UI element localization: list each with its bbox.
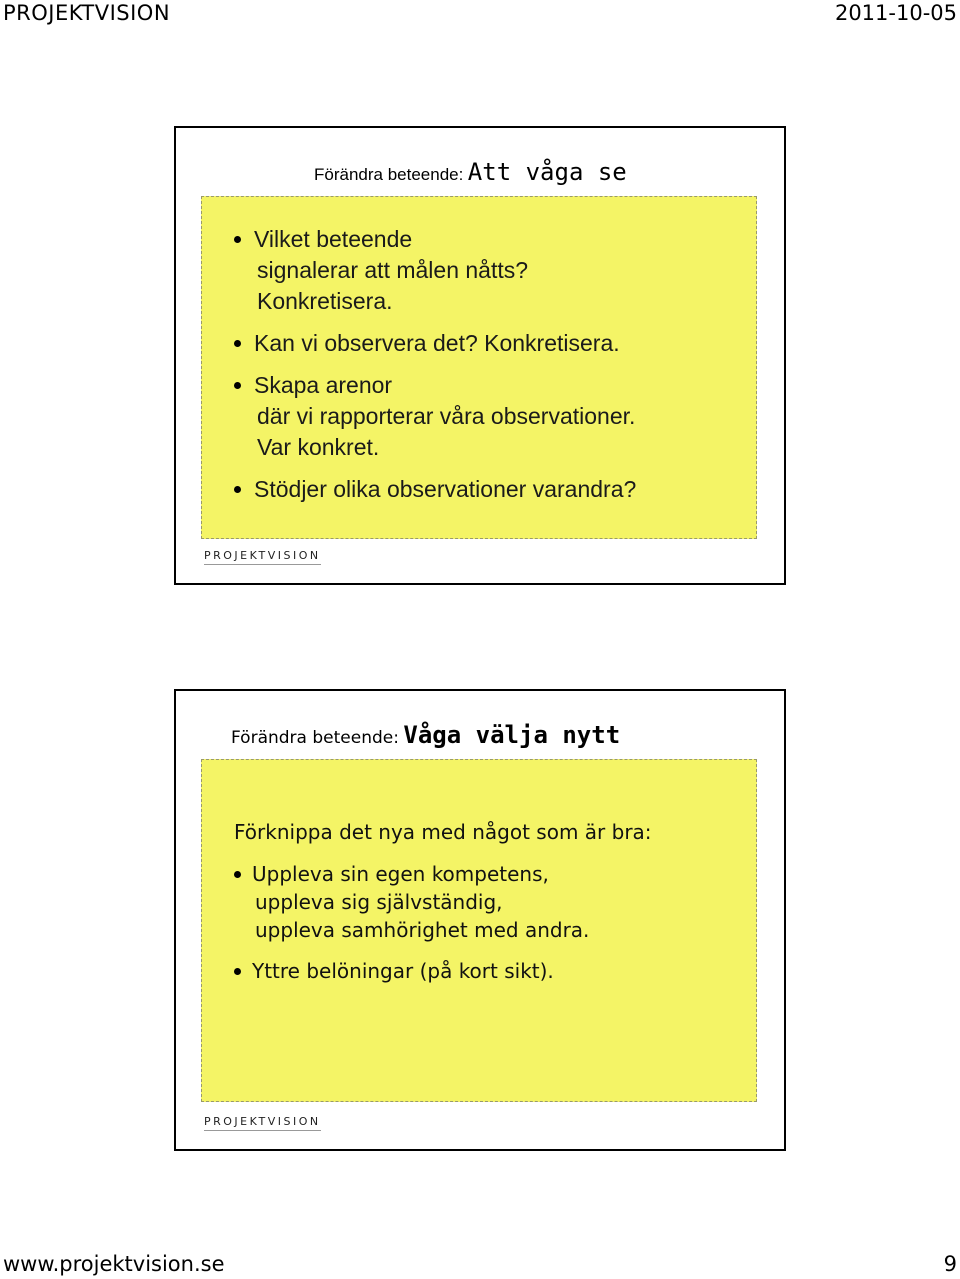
content-box	[201, 759, 757, 1102]
bullet-text: Skapa arenor	[254, 372, 393, 398]
bullet-text: Var konkret.	[257, 434, 380, 460]
slide-title	[314, 158, 627, 186]
page-header-date: 2011-10-05	[834, 1, 957, 25]
bullet-icon	[234, 340, 241, 347]
content-box	[201, 196, 757, 539]
bullet-item	[234, 370, 746, 463]
bullet-text: Vilket beteende	[254, 226, 413, 252]
bullet-text: Kan vi observera det? Konkretisera.	[254, 330, 620, 356]
bullet-text: uppleva samhörighet med andra.	[255, 918, 590, 942]
bullet-icon	[234, 968, 241, 975]
bullet-text: Yttre belöningar (på kort sikt).	[252, 959, 554, 983]
lead-text: Förknippa det nya med något som är bra:	[234, 820, 652, 844]
bullet-icon	[234, 236, 241, 243]
slide-title	[231, 721, 620, 749]
slide-title-main: Att våga se	[467, 158, 627, 186]
bullet-text: där vi rapporterar våra observationer.	[257, 403, 636, 429]
bullet-text: Stödjer olika observationer varandra?	[254, 476, 637, 502]
page-header-title: PROJEKTVISION	[3, 1, 171, 25]
slide-title-prefix: Förändra beteende:	[231, 728, 399, 748]
bullet-icon	[234, 486, 241, 493]
bullet-text: Uppleva sin egen kompetens,	[252, 862, 549, 886]
bullet-icon	[234, 382, 241, 389]
bullet-list	[234, 818, 746, 998]
bullet-item	[234, 328, 746, 359]
page-footer-url: www.projektvision.se	[3, 1252, 225, 1276]
page-number: 9	[943, 1252, 957, 1276]
slide-att-vaga-se	[174, 126, 786, 585]
bullet-text: signalerar att målen nåtts?	[257, 257, 529, 283]
slide-title-prefix: Förändra beteende:	[314, 165, 464, 184]
bullet-text: Konkretisera.	[257, 288, 393, 314]
bullet-list	[234, 224, 746, 516]
slide-brand-logo: PROJEKTVISION	[204, 549, 321, 565]
bullet-item	[234, 957, 746, 985]
slide-title-main: Våga välja nytt	[403, 721, 621, 749]
bullet-icon	[234, 871, 241, 878]
bullet-item	[234, 224, 746, 317]
slide-brand-logo: PROJEKTVISION	[204, 1115, 321, 1131]
bullet-item	[234, 474, 746, 505]
bullet-text: uppleva sig självständig,	[255, 890, 503, 914]
slide-vaga-valja-nytt	[174, 689, 786, 1151]
bullet-item	[234, 860, 746, 944]
